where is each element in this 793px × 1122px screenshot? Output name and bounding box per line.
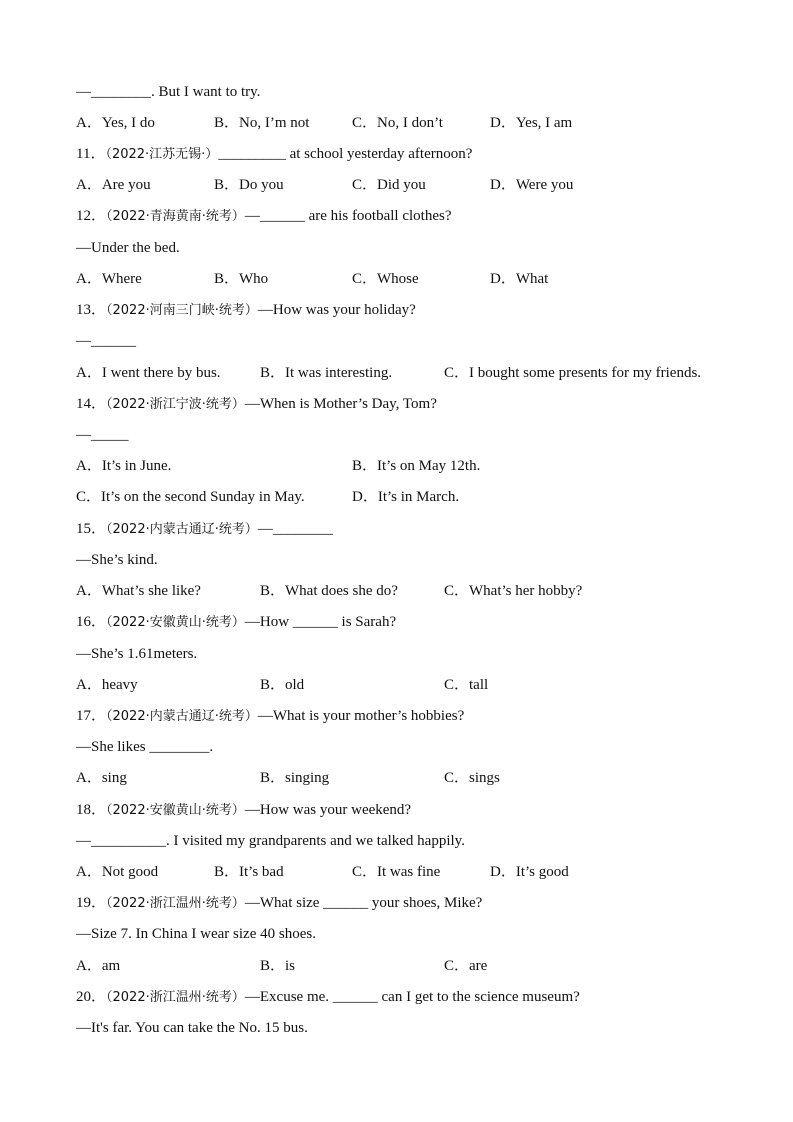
q11-source: （2022·江苏无锡·） — [105, 147, 219, 162]
q20-number: 20． — [76, 989, 107, 1005]
q17-source: （2022·内蒙古通辽·统考） — [106, 709, 258, 724]
q17-stem-line — [76, 706, 464, 726]
q19-source: （2022·浙江温州·统考） — [106, 896, 245, 911]
q18-option-b[interactable]: B．It’s bad — [214, 864, 284, 880]
q13-stem: —How was your holiday? — [257, 302, 416, 318]
q17-option-b[interactable]: B．singing — [260, 770, 330, 786]
q12-option-c[interactable]: C．Whose — [352, 271, 419, 287]
q12-option-d[interactable]: D．What — [490, 271, 549, 287]
q11-stem-line — [76, 144, 472, 164]
q14-stem: —When is Mother’s Day, Tom? — [244, 396, 437, 412]
q13-reply: —______ — [76, 333, 136, 349]
q15-source: （2022·内蒙古通辽·统考） — [106, 522, 258, 537]
q19-number: 19． — [76, 895, 107, 911]
q20-source: （2022·浙江温州·统考） — [106, 990, 245, 1005]
q10-option-c[interactable]: C．No, I don’t — [352, 115, 443, 131]
q16-number: 16． — [76, 614, 107, 630]
q11-stem: _________ at school yesterday afternoon? — [218, 146, 473, 162]
q17-option-a[interactable]: A．sing — [76, 770, 127, 786]
q14-option-b[interactable]: B．It’s on May 12th. — [352, 458, 481, 474]
q10-option-a[interactable]: A．Yes, I do — [76, 115, 155, 131]
q11-option-b[interactable]: B．Do you — [214, 177, 284, 193]
q13-source: （2022·河南三门峡·统考） — [106, 303, 258, 318]
q16-source: （2022·安徽黄山·统考） — [106, 615, 245, 630]
q18-option-c[interactable]: C．It was fine — [352, 864, 441, 880]
q11-number: 11． — [76, 146, 106, 162]
q20-stem-line — [76, 987, 580, 1007]
q12-option-b[interactable]: B．Who — [214, 271, 269, 287]
q12-option-a[interactable]: A．Where — [76, 271, 142, 287]
q13-option-a[interactable]: A．I went there by bus. — [76, 365, 221, 381]
q18-source: （2022·安徽黄山·统考） — [106, 803, 245, 818]
q18-number: 18． — [76, 802, 107, 818]
q18-reply: —__________. I visited my grandparents and we talked happily. — [76, 833, 465, 849]
q15-option-c[interactable]: C．What’s her hobby? — [444, 583, 583, 599]
q10-option-b[interactable]: B．No, I’m not — [214, 115, 310, 131]
q19-option-b[interactable]: B．is — [260, 958, 296, 974]
q10-answer-line: —________. But I want to try. — [76, 84, 261, 100]
q14-option-c[interactable]: C．It’s on the second Sunday in May. — [76, 489, 305, 505]
q18-option-a[interactable]: A．Not good — [76, 864, 159, 880]
q13-option-b[interactable]: B．It was interesting. — [260, 365, 393, 381]
q14-option-d[interactable]: D．It’s in March. — [352, 489, 460, 505]
q19-option-c[interactable]: C．are — [444, 958, 488, 974]
q17-stem: —What is your mother’s hobbies? — [257, 708, 465, 724]
q16-stem-line — [76, 612, 396, 632]
q15-stem-line — [76, 519, 333, 539]
q12-number: 12． — [76, 208, 107, 224]
q14-option-a[interactable]: A．It’s in June. — [76, 458, 172, 474]
q12-stem-line — [76, 206, 452, 226]
q18-option-d[interactable]: D．It’s good — [490, 864, 569, 880]
q12-stem: —______ are his football clothes? — [244, 208, 452, 224]
q18-stem-line — [76, 800, 411, 820]
q19-reply: —Size 7. In China I wear size 40 shoes. — [76, 926, 316, 942]
q15-number: 15． — [76, 521, 107, 537]
q11-option-d[interactable]: D．Were you — [490, 177, 574, 193]
q20-stem: —Excuse me. ______ can I get to the science museum? — [244, 989, 580, 1005]
q14-source: （2022·浙江宁波·统考） — [106, 397, 245, 412]
q14-number: 14． — [76, 396, 107, 412]
q18-stem: —How was your weekend? — [244, 802, 412, 818]
q14-stem-line — [76, 394, 437, 414]
q17-option-c[interactable]: C．sings — [444, 770, 500, 786]
q12-source: （2022·青海黄南·统考） — [106, 209, 245, 224]
q11-option-a[interactable]: A．Are you — [76, 177, 151, 193]
q20-reply: —It's far. You can take the No. 15 bus. — [76, 1020, 308, 1036]
q15-stem: —________ — [257, 521, 333, 537]
q19-stem-line — [76, 893, 482, 913]
q16-option-b[interactable]: B．old — [260, 677, 305, 693]
q11-option-c[interactable]: C．Did you — [352, 177, 426, 193]
q17-number: 17． — [76, 708, 107, 724]
q17-reply: —She likes ________. — [76, 739, 214, 755]
q15-reply: —She’s kind. — [76, 552, 158, 568]
q16-option-a[interactable]: A．heavy — [76, 677, 138, 693]
q12-reply: —Under the bed. — [76, 240, 180, 256]
q13-option-c[interactable]: C．I bought some presents for my friends. — [444, 365, 702, 381]
q10-option-d[interactable]: D．Yes, I am — [490, 115, 573, 131]
q15-option-b[interactable]: B．What does she do? — [260, 583, 398, 599]
q16-option-c[interactable]: C．tall — [444, 677, 489, 693]
q16-reply: —She’s 1.61meters. — [76, 646, 198, 662]
q13-number: 13． — [76, 302, 107, 318]
q19-stem: —What size ______ your shoes, Mike? — [244, 895, 483, 911]
q16-stem: —How ______ is Sarah? — [244, 614, 397, 630]
q13-stem-line — [76, 300, 416, 320]
q19-option-a[interactable]: A．am — [76, 958, 121, 974]
q15-option-a[interactable]: A．What’s she like? — [76, 583, 201, 599]
q14-reply: —_____ — [76, 427, 129, 443]
